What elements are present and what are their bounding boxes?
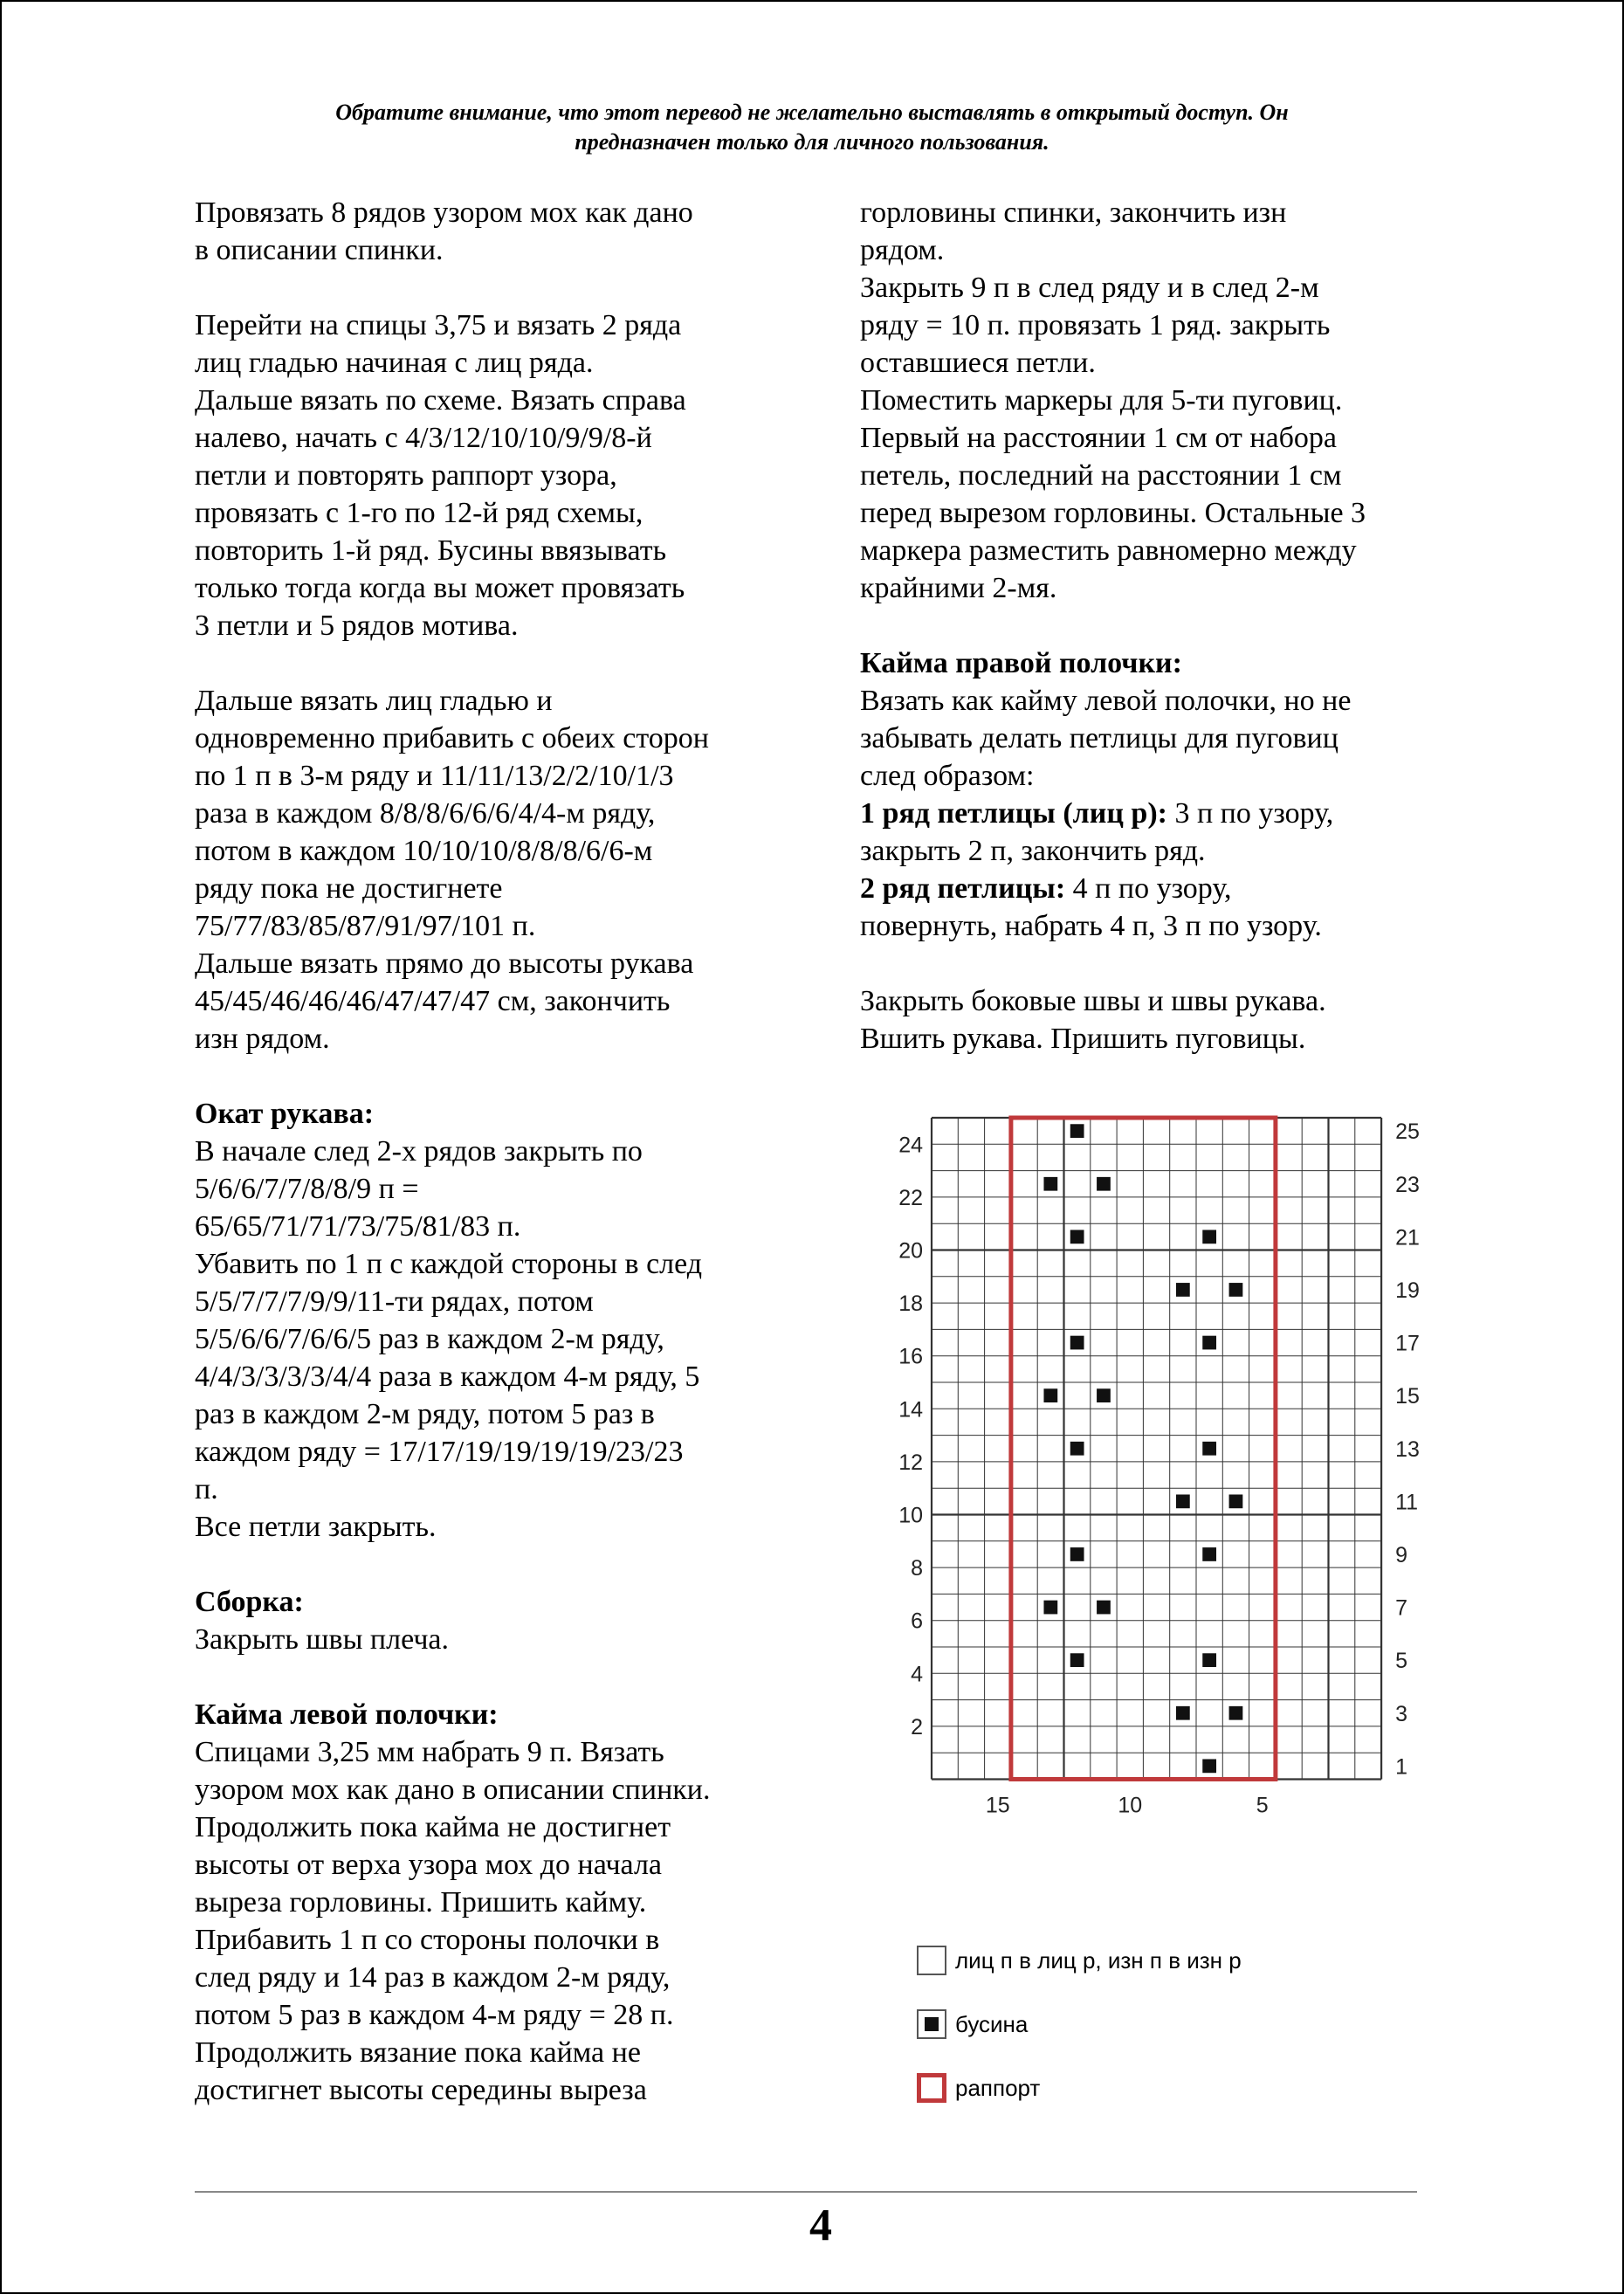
legend-item-knit: лиц п в лиц р, изн п в изн р [917,1946,1242,1975]
notice-line-1: Обратите внимание, что этот перевод не желательно выставлять в открытый доступ. Он [335,100,1289,125]
legend-item-repeat: раппорт [917,2073,1040,2103]
bead-mark [1097,1601,1111,1615]
bead-mark [1070,1547,1084,1561]
buttonhole-row-1: 1 ряд петлицы (лиц р): 3 п по узору, [860,797,1334,830]
bead-mark [1202,1653,1216,1667]
heading-assembly: Сборка: [195,1586,304,1618]
bead-mark [1229,1283,1243,1297]
buttonhole-row-2: 2 ряд петлицы: 4 п по узору, [860,872,1232,905]
row-label-right: 19 [1395,1278,1420,1303]
bead-mark [1070,1124,1084,1138]
bead-mark [1070,1230,1084,1243]
bead-mark [1176,1494,1190,1508]
left-column [195,194,788,2109]
empty-square-icon [917,1946,946,1975]
bead-mark [1176,1283,1190,1297]
notice [210,98,1414,157]
row-label-right: 25 [1395,1119,1420,1145]
row-label-right: 11 [1395,1490,1419,1515]
row-label-left: 24 [898,1133,923,1158]
row-label-right: 1 [1395,1754,1408,1780]
bead-mark [1043,1177,1057,1191]
paragraph-moss-rows: Провязать 8 рядов узором мох как дано в описании спинки. [195,196,693,266]
heading-sleeve-cap: Окат рукава: [195,1098,375,1130]
bead-mark [1229,1706,1243,1720]
row-label-left: 16 [898,1344,923,1369]
knitting-chart [864,1092,1423,1843]
row-label-right: 7 [1395,1595,1408,1621]
paragraph-increases: Дальше вязать лиц гладью и одновременно прибавить с обеих сторон по 1 п в 3-м ряду и 11/11/13/2/2/10/1/3 раза в каждом 8/8/8/6/6/6/4/4-м ряду, потом в каждом 10/10/10/8/8/8/6/6-м ряду пока не достигнете 75/77/83/85/87/91/97/101 п. Дальше вязать прямо до высоты рукава 45/45/46/46/46/47/47/47 см, закончить изн рядом. [195,685,709,1055]
stitch-label: 5 [1256,1793,1269,1818]
stitch-label: 15 [985,1793,1010,1818]
row-label-right: 21 [1395,1225,1420,1250]
notice-line-2: предназначен только для личного пользования. [575,129,1049,155]
section-right-band: Кайма правой полочки: Вязать как кайму левой полочки, но не забывать делать петлицы для пуговиц след образом: 1 ряд петлицы (лиц р): 3 п по узору, закрыть 2 п, закончить ряд. 2 ряд петлицы: 4 п по узору, повернуть, набрать 4 п, 3 п по узору. [860,644,1436,945]
bead-mark [1202,1230,1216,1243]
bead-mark [1097,1177,1111,1191]
bead-mark [1202,1442,1216,1456]
bead-mark [1202,1336,1216,1350]
heading-left-band: Кайма левой полочки: [195,1698,499,1731]
row-label-left: 4 [911,1662,923,1687]
bead-mark [1070,1336,1084,1350]
section-assembly: Сборка: Закрыть швы плеча. [195,1586,450,1656]
row-label-right: 3 [1395,1701,1408,1726]
row-label-left: 22 [898,1185,923,1210]
bead-mark [1043,1601,1057,1615]
paragraph-neck-markers: горловины спинки, закончить изн рядом. Закрыть 9 п в след ряду и в след 2-м ряду = 10 п. провязать 1 ряд. закрыть оставшиеся петли. Поместить маркеры для 5-ти пуговиц. Первый на расстоянии 1 см от набора петель, последний на расстоянии 1 см перед вырезом горловины. Остальные 3 маркера разместить равномерно между крайними 2-мя. [860,196,1366,604]
row-label-left: 6 [911,1609,923,1634]
row-label-left: 2 [911,1714,923,1739]
row-label-right: 13 [1395,1436,1420,1462]
row-label-left: 20 [898,1238,923,1264]
bead-mark [1176,1706,1190,1720]
right-column [860,194,1436,1057]
row-label-left: 12 [898,1450,923,1475]
section-sleeve-cap: Окат рукава: В начале след 2-х рядов закрыть по 5/6/6/7/7/8/8/9 п = 65/65/71/71/73/75/81/83 п. Убавить по 1 п с каждой стороны в след 5/5/7/7/7/9/9/11-ти рядах, потом 5/5/6/6/7/6/6/5 раз в каждом 2-м ряду, 4/4/3/3/3/3/4/4 раза в каждом 4-м ряду, 5 раз в каждом 2-м ряду, потом 5 раз в каждом ряду = 17/17/19/19/19/19/23/23 п. Все петли закрыть. [195,1098,703,1543]
row-label-right: 17 [1395,1331,1420,1356]
footer-divider [195,2191,1417,2193]
bead-square-icon [917,2009,946,2039]
row-label-right: 15 [1395,1384,1420,1409]
bead-mark [1043,1388,1057,1402]
row-label-left: 14 [898,1397,923,1423]
paragraph-finishing: Закрыть боковые швы и швы рукава. Вшить рукава. Пришить пуговицы. [860,985,1326,1055]
row-label-left: 8 [911,1556,923,1581]
section-left-band: Кайма левой полочки: Спицами 3,25 мм набрать 9 п. Вязать узором мох как дано в описании спинки. Продолжить пока кайма не достигнет высоты от верха узора мох до начала выреза горловины. Пришить кайму. Прибавить 1 п со стороны полочки в след ряду и 14 раз в каждом 2-м ряду, потом 5 раз в каждом 4-м ряду = 28 п. Продолжить вязание пока кайма не достигнет высоты середины выреза [195,1698,711,2106]
row-label-left: 18 [898,1292,923,1317]
bead-mark [1202,1759,1216,1773]
row-label-right: 9 [1395,1542,1408,1567]
stitch-label: 10 [1118,1793,1143,1818]
heading-right-band: Кайма правой полочки: [860,647,1182,679]
row-label-right: 5 [1395,1649,1408,1674]
bead-mark [1097,1388,1111,1402]
bead-mark [1070,1653,1084,1667]
row-label-left: 10 [898,1503,923,1528]
bead-mark [1070,1442,1084,1456]
legend-item-bead: бусина [917,2009,1028,2039]
bead-mark [1202,1547,1216,1561]
row-label-right: 23 [1395,1172,1420,1197]
repeat-box-icon [917,2073,946,2103]
paragraph-pattern: Перейти на спицы 3,75 и вязать 2 ряда лиц гладью начиная с лиц ряда. Дальше вязать по схеме. Вязать справа налево, начать с 4/3/12/10/10/9/9/8-й петли и повторять раппорт узора, провязать с 1-го по 12-й ряд схемы, повторить 1-й ряд. Бусины ввязывать только тогда когда вы может провязать 3 петли и 5 рядов мотива. [195,309,686,642]
page-number: 4 [809,2201,832,2250]
bead-mark [1229,1494,1243,1508]
